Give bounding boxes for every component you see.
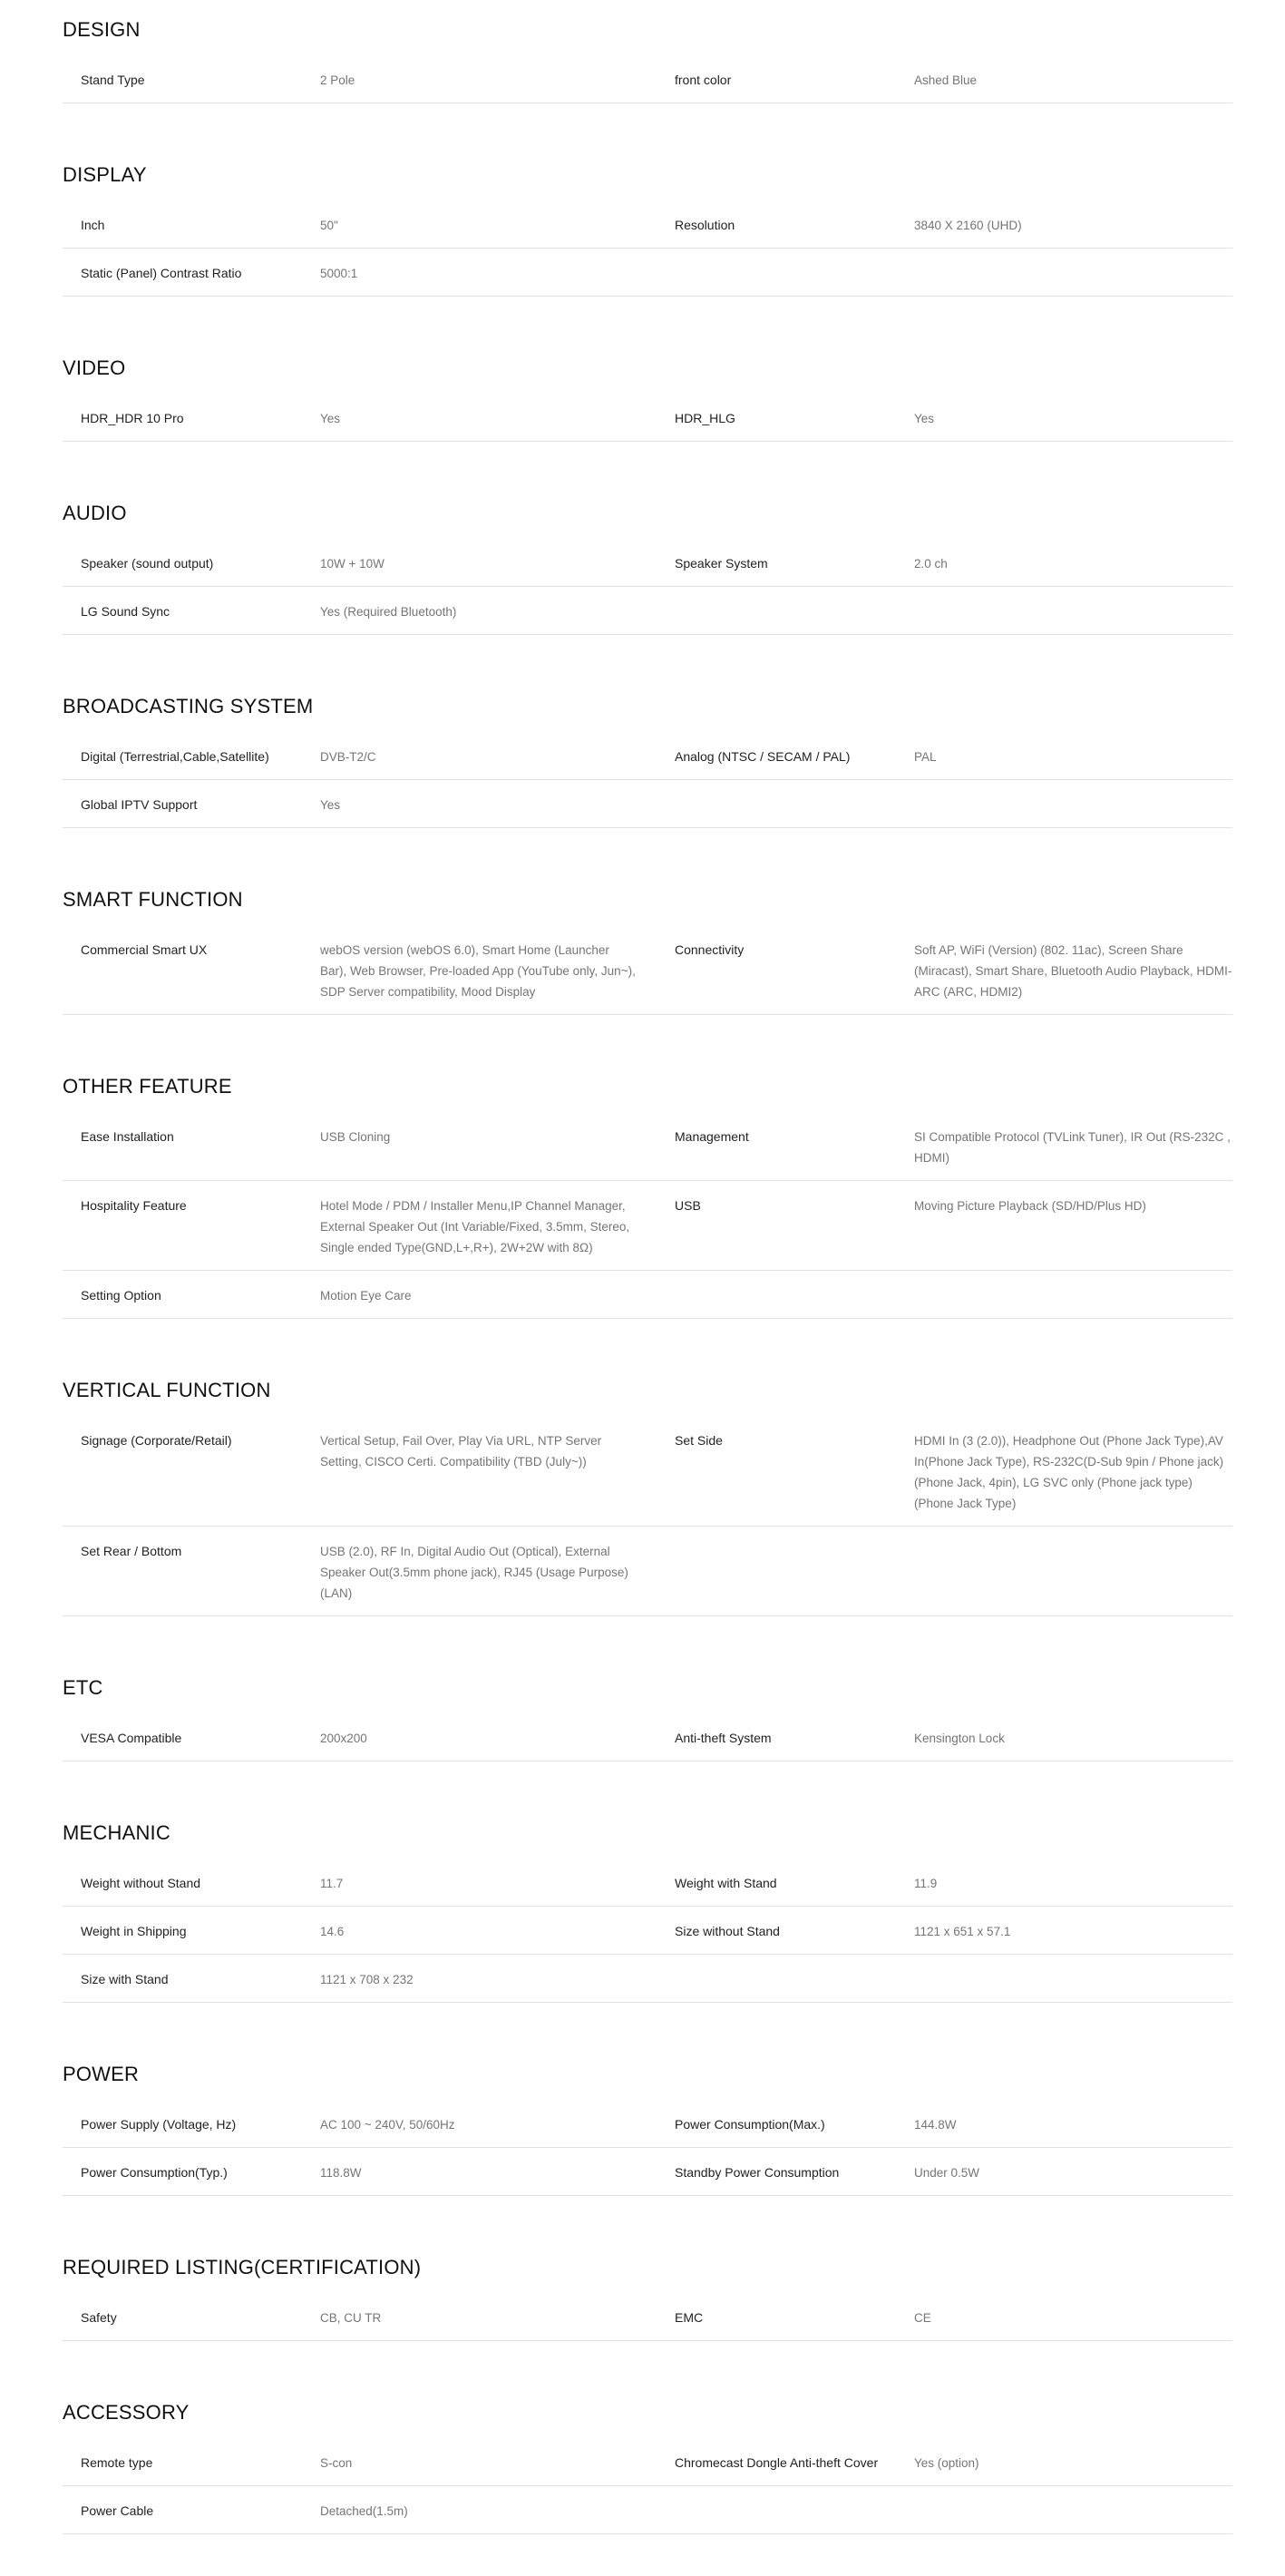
spec-label: Safety [81,2310,117,2325]
spec-label: Remote type [81,2455,153,2470]
spec-section-broadcasting-system [63,677,1232,828]
spec-label: Setting Option [81,1288,161,1303]
spec-table [63,55,1232,103]
spec-row [63,2486,1232,2534]
spec-sheet [63,0,1232,2576]
section-title: POWER [63,2063,140,2085]
spec-label: Set Side [675,1433,723,1448]
spec-value: DVB-T2/C [320,750,376,764]
spec-value: 1121 x 651 x 57.1 [914,1925,1011,1938]
spec-value: Moving Picture Playback (SD/HD/Plus HD) [914,1199,1146,1213]
section-title: VERTICAL FUNCTION [63,1379,271,1401]
spec-row [63,1859,1232,1907]
spec-value: 2 Pole [320,73,355,87]
section-title: AUDIO [63,502,127,524]
spec-value: 11.9 [914,1877,938,1890]
spec-row [63,1416,1232,1527]
spec-section-power [63,2044,1232,2196]
section-title: ACCESSORY [63,2401,190,2424]
spec-value: PAL [914,750,937,764]
spec-label: Anti-theft System [675,1731,772,1745]
spec-value: Yes [320,798,341,812]
spec-section-accessory [63,2383,1232,2534]
spec-value: Ashed Blue [914,73,978,87]
spec-label: HDR_HDR 10 Pro [81,411,184,425]
spec-value: Vertical Setup, Fail Over, Play Via URL, NTP Server Setting, CISCO Certi. Compatibility (TBD (July~)) [320,1434,602,1469]
spec-label: Weight in Shipping [81,1924,187,1938]
spec-label: Size without Stand [675,1924,780,1938]
spec-value: 10W + 10W [320,557,385,571]
spec-value: HDMI In (3 (2.0)), Headphone Out (Phone Jack Type),AV In(Phone Jack Type), RS-232C(D-Sub 9pin / Phone jack) (Phone Jack, 4pin), LG SVC only (Phone jack type) (Phone Jack Type) [914,1434,1224,1510]
spec-label: Analog (NTSC / SECAM / PAL) [675,749,851,764]
spec-label: Power Supply (Voltage, Hz) [81,2117,237,2132]
spec-value: 3840 X 2160 (UHD) [914,219,1022,232]
spec-table [63,2438,1232,2534]
spec-label: Set Rear / Bottom [81,1544,182,1558]
spec-value: CE [914,2311,931,2325]
spec-section-video [63,338,1232,442]
spec-label: Power Consumption(Max.) [675,2117,825,2132]
spec-value: S-con [320,2456,353,2470]
spec-table [63,394,1232,442]
spec-table [63,2100,1232,2196]
spec-row [63,2438,1232,2486]
section-title: SMART FUNCTION [63,888,243,911]
spec-value: Detached(1.5m) [320,2504,408,2518]
spec-label: Size with Stand [81,1972,169,1986]
spec-label: Speaker System [675,556,768,571]
spec-value: 1121 x 708 x 232 [320,1973,414,1986]
spec-label: Power Cable [81,2503,154,2518]
spec-table [63,1713,1232,1761]
spec-value: USB (2.0), RF In, Digital Audio Out (Optical), External Speaker Out(3.5mm phone jack), RJ45 (Usage Purpose) (LAN) [320,1545,628,1600]
spec-section-other-feature [63,1057,1232,1319]
spec-value: webOS version (webOS 6.0), Smart Home (Launcher Bar), Web Browser, Pre-loaded App (YouTube only, Jun~), SDP Server compatibility, Mood Display [320,943,636,999]
spec-row [63,1713,1232,1761]
spec-label: Standby Power Consumption [675,2165,840,2180]
spec-value: USB Cloning [320,1130,391,1144]
spec-label: VESA Compatible [81,1731,182,1745]
spec-label: Weight without Stand [81,1876,201,1890]
spec-value: 5000:1 [320,267,358,280]
spec-label: Resolution [675,218,735,232]
spec-value: 14.6 [320,1925,345,1938]
spec-section-etc [63,1658,1232,1761]
spec-label: Commercial Smart UX [81,942,208,957]
spec-row [63,1271,1232,1319]
spec-value: 118.8W [320,2166,362,2180]
spec-section-required-listing-certification [63,2238,1232,2341]
spec-label: Speaker (sound output) [81,556,214,571]
spec-value: SI Compatible Protocol (TVLink Tuner), IR Out (RS-232C , HDMI) [914,1130,1231,1165]
spec-value: Yes (Required Bluetooth) [320,605,457,619]
spec-row [63,587,1232,635]
spec-row [63,539,1232,587]
spec-label: front color [675,73,732,87]
section-title: OTHER FEATURE [63,1075,232,1098]
spec-row [63,732,1232,780]
spec-row [63,1527,1232,1616]
spec-value: Yes [320,412,341,425]
spec-label: Digital (Terrestrial,Cable,Satellite) [81,749,269,764]
spec-table [63,925,1232,1015]
spec-label: Hospitality Feature [81,1198,187,1213]
spec-section-vertical-function [63,1361,1232,1616]
section-title: DESIGN [63,18,141,41]
spec-label: EMC [675,2310,704,2325]
spec-value: CB, CU TR [320,2311,382,2325]
spec-value: 144.8W [914,2118,957,2132]
spec-value: Yes [914,412,935,425]
spec-row [63,1112,1232,1181]
section-title: MECHANIC [63,1821,170,1844]
spec-row [63,200,1232,249]
spec-table [63,1859,1232,2003]
spec-value: 50" [320,219,338,232]
spec-section-smart-function [63,870,1232,1015]
spec-label: LG Sound Sync [81,604,170,619]
spec-label: HDR_HLG [675,411,735,425]
spec-value: Under 0.5W [914,2166,980,2180]
spec-label: Management [675,1129,749,1144]
spec-value: Kensington Lock [914,1732,1005,1745]
section-title: DISPLAY [63,163,147,186]
spec-label: Ease Installation [81,1129,174,1144]
spec-table [63,2293,1232,2341]
spec-row [63,1955,1232,2003]
spec-table [63,1112,1232,1319]
spec-row [63,55,1232,103]
spec-row [63,394,1232,442]
spec-label: Connectivity [675,942,745,957]
spec-value: AC 100 ~ 240V, 50/60Hz [320,2118,455,2132]
spec-label: Inch [81,218,105,232]
spec-label: Power Consumption(Typ.) [81,2165,228,2180]
spec-value: Motion Eye Care [320,1289,412,1303]
spec-row [63,2293,1232,2341]
spec-value: 11.7 [320,1877,344,1890]
section-title: VIDEO [63,356,126,379]
spec-row [63,2148,1232,2196]
spec-section-design [63,0,1232,103]
spec-row [63,249,1232,297]
spec-section-display [63,145,1232,297]
spec-row [63,780,1232,828]
spec-label: Weight with Stand [675,1876,777,1890]
spec-value: Hotel Mode / PDM / Installer Menu,IP Channel Manager, External Speaker Out (Int Variable/Fixed, 3.5mm, Stereo, Single ended Type(GND,L+,R+), 2W+2W with 8Ω) [320,1199,630,1254]
spec-value: Yes (option) [914,2456,979,2470]
spec-label: USB [675,1198,701,1213]
spec-table [63,200,1232,297]
spec-table [63,1416,1232,1616]
spec-label: Chromecast Dongle Anti-theft Cover [675,2455,879,2470]
spec-value: 2.0 ch [914,557,948,571]
spec-section-mechanic [63,1803,1232,2003]
spec-table [63,539,1232,635]
spec-row [63,925,1232,1015]
spec-value: Soft AP, WiFi (Version) (802. 11ac), Screen Share (Miracast), Smart Share, Bluetooth Audio Playback, HDMI-ARC (ARC, HDMI2) [914,943,1232,999]
spec-section-audio [63,483,1232,635]
spec-table [63,732,1232,828]
section-title: BROADCASTING SYSTEM [63,695,314,717]
spec-value: 200x200 [320,1732,367,1745]
section-title: ETC [63,1676,103,1699]
spec-row [63,1181,1232,1271]
spec-label: Static (Panel) Contrast Ratio [81,266,242,280]
spec-label: Global IPTV Support [81,797,198,812]
spec-row [63,2100,1232,2148]
section-title: REQUIRED LISTING(CERTIFICATION) [63,2256,422,2278]
spec-label: Signage (Corporate/Retail) [81,1433,232,1448]
spec-row [63,1907,1232,1955]
spec-label: Stand Type [81,73,145,87]
